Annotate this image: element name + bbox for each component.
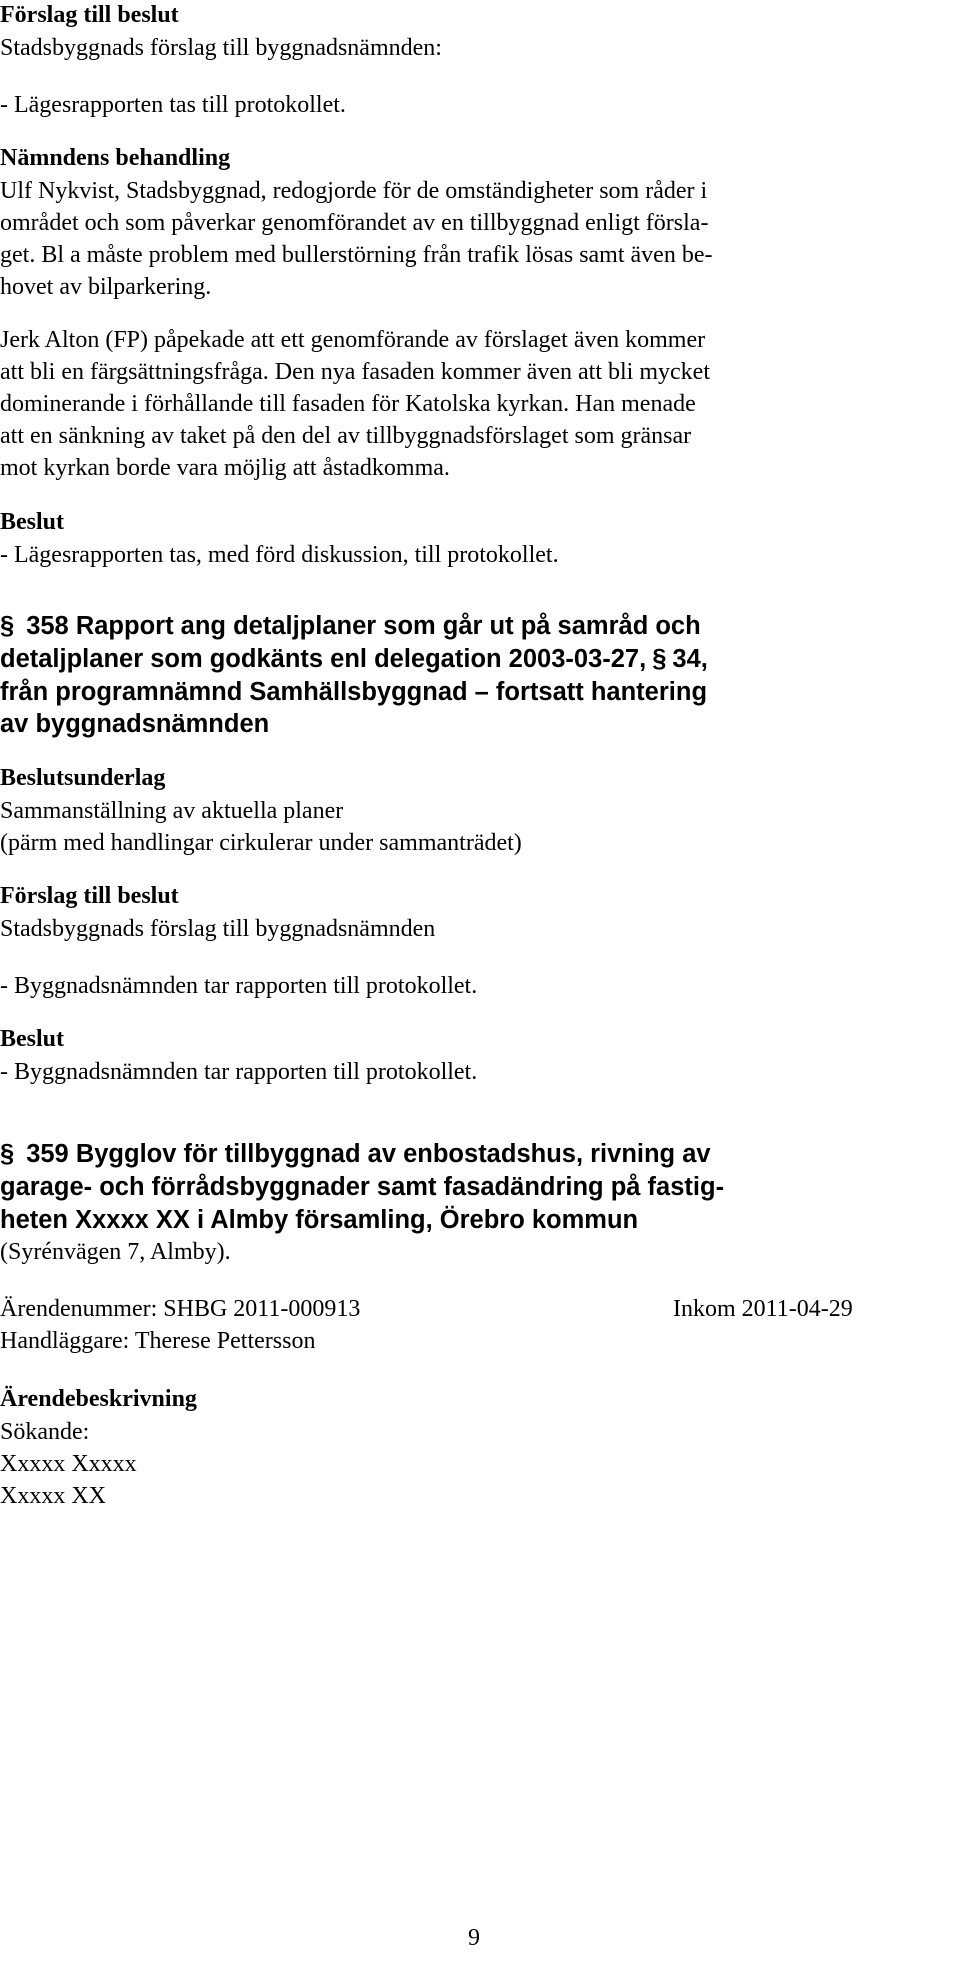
sokande-label: Sökande:: [0, 1419, 90, 1445]
handlaggare: Handläggare: Therese Pettersson: [0, 1328, 316, 1354]
jerk-line: Jerk Alton (FP) påpekade att ett genomförande av förslaget även kommer: [0, 327, 706, 353]
paragraph-icon: §: [0, 1140, 15, 1168]
sokande-name: Xxxxx XX: [0, 1483, 106, 1509]
forslag-text: Stadsbyggnads förslag till byggnadsnämnden:: [0, 35, 442, 61]
forslag-item: - Byggnadsnämnden tar rapporten till protokollet.: [0, 973, 478, 999]
section-358-title-text: 34,: [672, 645, 708, 673]
behandling-line: hovet av bilparkering.: [0, 274, 212, 300]
section-358-title-text: detaljplaner som godkänts enl delegation 2003-03-27,: [0, 645, 647, 673]
beslut-text: - Byggnadsnämnden tar rapporten till protokollet.: [0, 1059, 478, 1085]
forslag-item: - Lägesrapporten tas till protokollet.: [0, 92, 346, 118]
section-359-title-text: 359 Bygglov för tillbyggnad av enbostadshus, rivning av: [26, 1140, 711, 1168]
behandling-line: Ulf Nykvist, Stadsbyggnad, redogjorde för de omständigheter som råder i: [0, 178, 708, 204]
behandling-line: området och som påverkar genomförandet av en tillbyggnad enligt försla-: [0, 210, 709, 236]
beslut-heading: Beslut: [0, 509, 65, 535]
page-number: 9: [468, 1925, 480, 1951]
beslut-text: - Lägesrapporten tas, med förd diskussion, till protokollet.: [0, 542, 559, 568]
beslutsunderlag-heading: Beslutsunderlag: [0, 765, 166, 791]
forslag-text: Stadsbyggnads förslag till byggnadsnämnden: [0, 916, 436, 942]
section-359-title-line1: [0, 1138, 711, 1170]
forslag-heading: Förslag till beslut: [0, 2, 179, 28]
section-358-title-line2: [0, 643, 708, 675]
beslutsunderlag-line: (pärm med handlingar cirkulerar under sammanträdet): [0, 830, 522, 856]
sokande-name: Xxxxx Xxxxx: [0, 1451, 137, 1477]
address-text: (Syrénvägen 7, Almby).: [0, 1239, 231, 1265]
section-359-title-line2: garage- och förrådsbyggnader samt fasadändring på fastig-: [0, 1173, 725, 1201]
beslut-heading: Beslut: [0, 1026, 65, 1052]
paragraph-icon: §: [652, 645, 667, 673]
jerk-line: att en sänkning av taket på den del av tillbyggnadsförslaget som gränsar: [0, 423, 692, 449]
inkom-date: Inkom 2011-04-29: [673, 1296, 853, 1322]
jerk-line: dominerande i förhållande till fasaden för Katolska kyrkan. Han menade: [0, 391, 696, 417]
section-358-title-line3: från programnämnd Samhällsbyggnad – fortsatt hantering: [0, 678, 708, 706]
section-359-title-line3: heten Xxxxx XX i Almby församling, Örebro kommun: [0, 1206, 639, 1234]
arendenummer: Ärendenummer: SHBG 2011-000913: [0, 1296, 361, 1322]
section-358-title-line4: av byggnadsnämnden: [0, 710, 270, 738]
section-358-title-text: 358 Rapport ang detaljplaner som går ut på samråd och: [26, 612, 701, 640]
beslutsunderlag-line: Sammanställning av aktuella planer: [0, 798, 344, 824]
section-358-title-line1: [0, 610, 701, 642]
jerk-line: att bli en färgsättningsfråga. Den nya fasaden kommer även att bli mycket: [0, 359, 710, 385]
forslag-heading: Förslag till beslut: [0, 883, 179, 909]
behandling-line: get. Bl a måste problem med bullerstörning från trafik lösas samt även be-: [0, 242, 713, 268]
behandling-heading: Nämndens behandling: [0, 145, 231, 171]
paragraph-icon: §: [0, 612, 15, 640]
jerk-line: mot kyrkan borde vara möjlig att åstadkomma.: [0, 455, 450, 481]
arendebeskrivning-heading: Ärendebeskrivning: [0, 1386, 197, 1412]
